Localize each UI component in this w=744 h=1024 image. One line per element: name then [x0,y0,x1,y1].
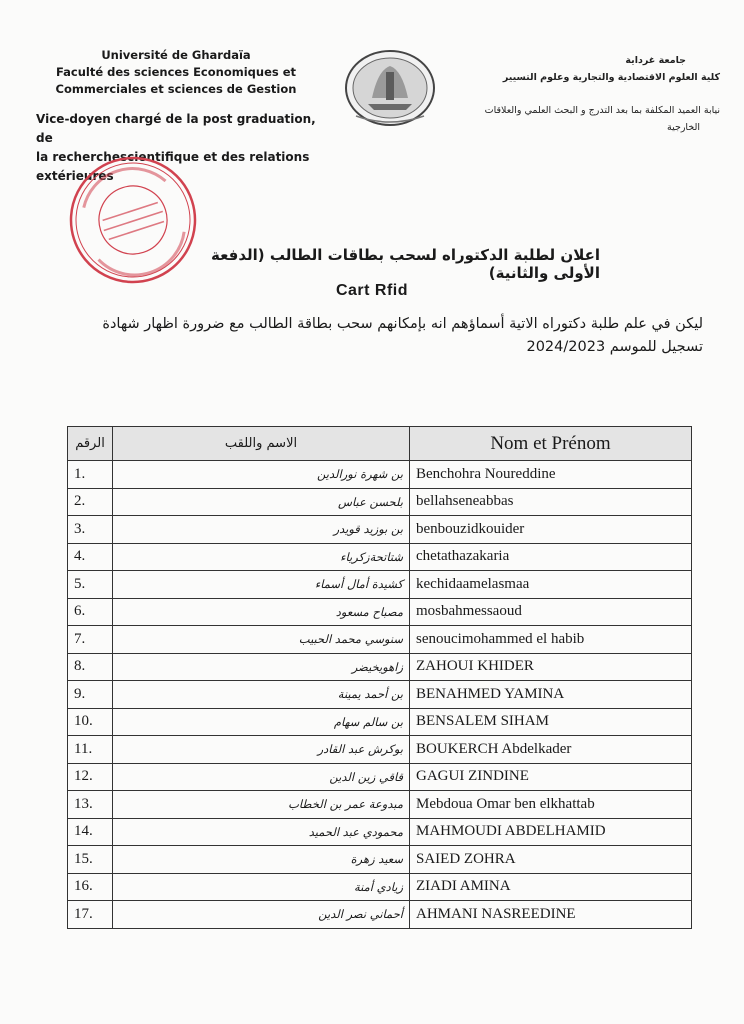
table-row [68,736,692,764]
row-french-name: ZIADI AMINA [410,873,692,901]
notice-line1: ليكن في علم طلبة دكتوراه الاتية أسماؤهم انه بإمكانهم سحب بطاقة الطالب مع ضرورة اظهار شهادة [102,316,703,332]
table-row [68,901,692,929]
table-row [68,708,692,736]
row-number: 9. [68,681,113,709]
table-row [68,763,692,791]
table-header-row [68,427,692,461]
row-arabic-name: بن بوزيد قويدر [113,516,410,544]
table-row [68,653,692,681]
row-number: 3. [68,516,113,544]
row-french-name: BOUKERCH Abdelkader [410,736,692,764]
row-number: 2. [68,488,113,516]
row-arabic-name: بن أحمد يمينة [113,681,410,709]
row-number: 6. [68,598,113,626]
university-name-ar: جامعة غرداية [625,55,686,66]
table-row [68,571,692,599]
row-number: 13. [68,791,113,819]
table-row [68,488,692,516]
row-french-name: SAIED ZOHRA [410,846,692,874]
row-arabic-name: سعيد زهرة [113,846,410,874]
table-row [68,543,692,571]
vice-dean-fr-line2: la recherchescientifique et des relations [36,150,310,164]
row-arabic-name: مصباح مسعود [113,598,410,626]
header-arabic-name: الاسم واللقب [113,427,410,461]
row-number: 7. [68,626,113,654]
students-table [67,426,692,929]
row-french-name: mosbahmessaoud [410,598,692,626]
table-row [68,516,692,544]
faculty-name-fr-line1: Faculté des sciences Economiques et [55,65,297,79]
vice-dean-fr-line1: Vice-doyen chargé de la post graduation, de [36,112,316,145]
university-name-fr: Université de Ghardaïa [101,48,251,62]
row-number: 16. [68,873,113,901]
row-french-name: GAGUI ZINDINE [410,763,692,791]
row-number: 10. [68,708,113,736]
row-number: 1. [68,461,113,489]
row-french-name: ZAHOUI KHIDER [410,653,692,681]
row-arabic-name: بوكرش عبد القادر [113,736,410,764]
row-french-name: bellahseneabbas [410,488,692,516]
university-logo [342,48,438,128]
vice-dean-ar-line1: نيابة العميد المكلفة بما بعد التدرج و البحث العلمي والعلاقات [484,105,720,116]
cart-title: Cart Rfid [335,282,409,299]
table-row [68,598,692,626]
row-arabic-name: زاهويخيضر [113,653,410,681]
row-arabic-name: أحماني نصر الدين [113,901,410,929]
row-arabic-name: سنوسي محمد الحبيب [113,626,410,654]
row-arabic-name: بن شهرة نورالدين [113,461,410,489]
announcement-title: اعلان لطلبة الدكتوراه لسحب بطاقات الطالب (الدفعة الأولى والثانية) [210,246,600,282]
vice-dean-fr-line3: extérieures [36,169,114,183]
table-row [68,791,692,819]
row-number: 8. [68,653,113,681]
row-french-name: chetathazakaria [410,543,692,571]
notice-paragraph [60,313,703,359]
header-number: الرقم [68,427,113,461]
table-row [68,681,692,709]
row-french-name: AHMANI NASREEDINE [410,901,692,929]
row-arabic-name: كشيدة أمال أسماء [113,571,410,599]
row-number: 4. [68,543,113,571]
row-french-name: MAHMOUDI ABDELHAMID [410,818,692,846]
row-arabic-name: بلحسن عباس [113,488,410,516]
row-french-name: Benchohra Noureddine [410,461,692,489]
row-french-name: BENAHMED YAMINA [410,681,692,709]
header-french-name: Nom et Prénom [410,427,692,461]
row-arabic-name: بن سالم سهام [113,708,410,736]
row-french-name: senoucimohammed el habib [410,626,692,654]
header-arabic [450,52,720,136]
row-french-name: Mebdoua Omar ben elkhattab [410,791,692,819]
row-french-name: kechidaamelasmaa [410,571,692,599]
row-number: 11. [68,736,113,764]
row-number: 14. [68,818,113,846]
table-row [68,846,692,874]
table-row [68,873,692,901]
row-arabic-name: مبدوعة عمر بن الخطاب [113,791,410,819]
table-row [68,626,692,654]
row-number: 17. [68,901,113,929]
row-french-name: BENSALEM SIHAM [410,708,692,736]
faculty-name-fr-line2: Commerciales et sciences de Gestion [55,82,297,96]
row-arabic-name: شتاتحةزكرياء [113,543,410,571]
vice-dean-ar-line2: الخارجية [667,122,700,133]
notice-line2: تسجيل للموسم 2024/2023 [526,339,703,355]
table-row [68,461,692,489]
row-french-name: benbouzidkouider [410,516,692,544]
row-number: 5. [68,571,113,599]
row-arabic-name: محمودي عبد الحميد [113,818,410,846]
faculty-name-ar: كلية العلوم الاقتصادية والتجارية وعلوم التسيير [502,72,720,83]
row-number: 12. [68,763,113,791]
table-row [68,818,692,846]
row-arabic-name: زيادي أمنة [113,873,410,901]
row-arabic-name: قاقي زين الدين [113,763,410,791]
row-number: 15. [68,846,113,874]
